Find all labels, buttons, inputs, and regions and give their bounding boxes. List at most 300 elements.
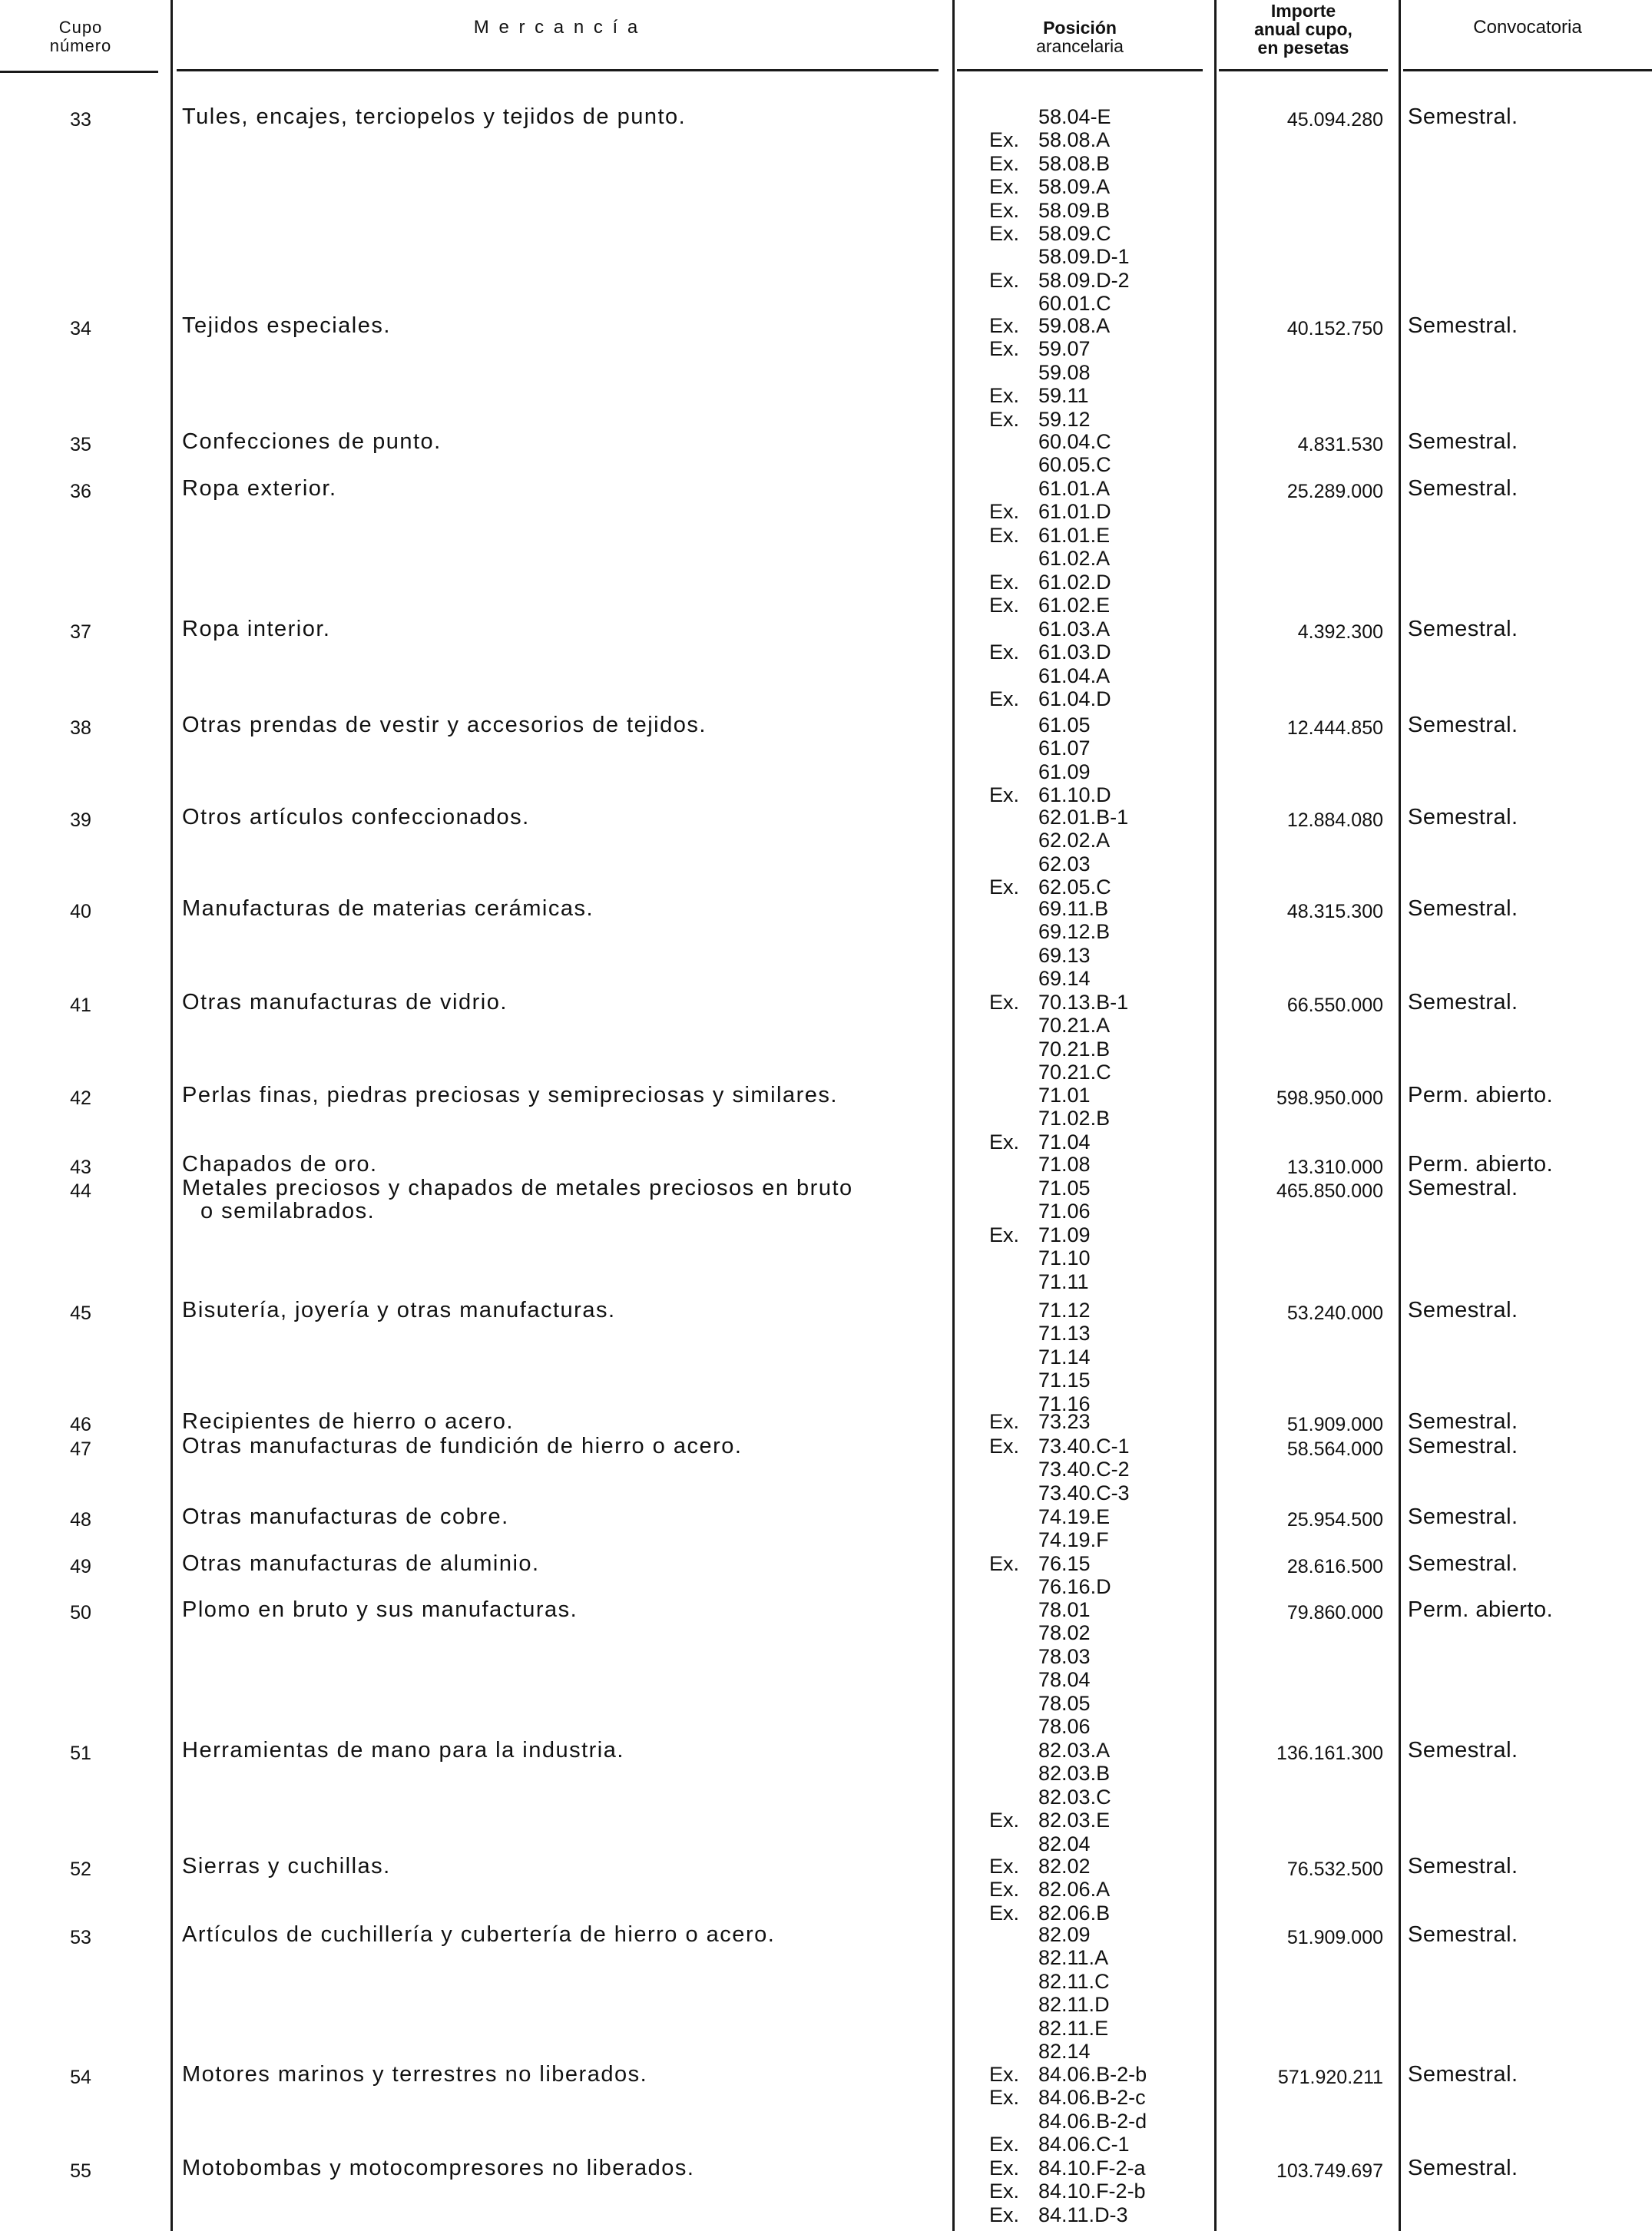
- posicion-entry: [989, 1923, 1091, 1946]
- convocatoria-value: Semestral.: [1408, 2156, 1518, 2180]
- header-importe-line3: en pesetas: [1257, 38, 1349, 58]
- posicion-code: 61.01.D: [1038, 500, 1111, 524]
- posicion-code: 59.07: [1038, 337, 1091, 361]
- convocatoria-value: Semestral.: [1408, 1738, 1518, 1763]
- posicion-code: 74.19.E: [1038, 1505, 1111, 1528]
- importe-value: 13.310.000: [1286, 1157, 1383, 1178]
- posicion-code: 58.09.D-1: [1038, 245, 1130, 269]
- column-rule-1: [170, 0, 173, 2231]
- posicion-code: 69.11.B: [1038, 897, 1109, 920]
- posicion-entry: [989, 1481, 1130, 1504]
- posicion-entry: [989, 337, 1091, 360]
- posicion-code: 70.21.B: [1038, 1037, 1111, 1061]
- convocatoria-value: Semestral.: [1408, 990, 1518, 1015]
- posicion-entry: [989, 1739, 1110, 1762]
- importe-value: 40.152.750: [1286, 318, 1383, 339]
- posicion-entry: [989, 2017, 1108, 2040]
- convocatoria-value: Semestral.: [1408, 1504, 1518, 1529]
- header-cupo: [8, 18, 154, 55]
- posicion-prefix: Ex.: [989, 1809, 1020, 1832]
- importe-value: 79.860.000: [1286, 1602, 1383, 1624]
- posicion-entry: [989, 1177, 1091, 1200]
- posicion-entry: [989, 547, 1110, 570]
- posicion-entry: [989, 2063, 1147, 2086]
- posicion-entry: [989, 571, 1111, 594]
- cupo-number: 40: [70, 901, 91, 922]
- posicion-entry: [989, 2086, 1146, 2109]
- posicion-entry: [989, 408, 1091, 431]
- posicion-code: 61.01.A: [1038, 477, 1111, 500]
- posicion-code: 70.21.C: [1038, 1061, 1111, 1084]
- cupo-number: 55: [70, 2160, 91, 2182]
- posicion-entry: [989, 1014, 1110, 1037]
- posicion-entry: [989, 1223, 1091, 1246]
- posicion-code: 61.05: [1038, 713, 1091, 736]
- mercancia-text: Chapados de oro.: [182, 1152, 378, 1177]
- header-rule-mercancia: [177, 69, 939, 71]
- posicion-code: 82.11.D: [1038, 1993, 1110, 2017]
- header-mercancia: M e r c a n c í a: [473, 17, 641, 38]
- posicion-entry: [989, 500, 1111, 523]
- posicion-code: 82.03.B: [1038, 1762, 1111, 1786]
- column-rule-4: [1399, 0, 1401, 2231]
- posicion-entry: [989, 1200, 1091, 1223]
- posicion-entry: [989, 829, 1110, 852]
- posicion-code: 60.01.C: [1038, 292, 1111, 316]
- posicion-prefix: Ex.: [989, 991, 1020, 1014]
- posicion-prefix: Ex.: [989, 641, 1020, 664]
- posicion-entry: [989, 453, 1111, 476]
- posicion-prefix: Ex.: [989, 2133, 1020, 2157]
- importe-value: 53.240.000: [1286, 1303, 1383, 1324]
- posicion-entry: [989, 1902, 1110, 1925]
- importe-value: 28.616.500: [1286, 1556, 1383, 1577]
- header-posicion: [957, 18, 1203, 55]
- mercancia-text: Sierras y cuchillas.: [182, 1854, 391, 1878]
- cupo-number: 53: [70, 1927, 91, 1948]
- convocatoria-value: Perm. abierto.: [1408, 1083, 1554, 1107]
- importe-value: 12.444.850: [1286, 717, 1383, 739]
- posicion-entry: [989, 783, 1111, 806]
- posicion-entry: [989, 736, 1091, 760]
- cupo-number: 38: [70, 717, 91, 739]
- posicion-code: 69.14: [1038, 967, 1091, 991]
- mercancia-text: Recipientes de hierro o acero.: [182, 1409, 514, 1434]
- posicion-prefix: Ex.: [989, 1435, 1020, 1458]
- importe-value: 25.954.500: [1286, 1509, 1383, 1531]
- importe-value: 4.831.530: [1297, 434, 1383, 455]
- posicion-prefix: Ex.: [989, 523, 1020, 547]
- cupo-number: 33: [70, 109, 91, 131]
- cupo-number: 34: [70, 318, 91, 339]
- posicion-entry: [989, 2040, 1091, 2063]
- mercancia-text: Ropa interior.: [182, 617, 331, 641]
- importe-value: 465.850.000: [1276, 1180, 1383, 1202]
- mercancia-text: Perlas finas, piedras preciosas y semipreciosas y similares.: [182, 1083, 838, 1107]
- posicion-prefix: Ex.: [989, 570, 1020, 594]
- posicion-entry: [989, 1299, 1091, 1322]
- cupo-number: 52: [70, 1859, 91, 1880]
- posicion-code: 60.04.C: [1038, 430, 1111, 453]
- posicion-entry: [989, 664, 1110, 687]
- posicion-entry: [989, 1993, 1110, 2016]
- importe-value: 598.950.000: [1276, 1087, 1383, 1109]
- posicion-entry: [989, 222, 1111, 245]
- posicion-prefix: Ex.: [989, 1223, 1020, 1246]
- posicion-entry: [989, 477, 1110, 500]
- posicion-code: 60.05.C: [1038, 453, 1111, 477]
- cupo-number: 50: [70, 1602, 91, 1624]
- posicion-entry: [989, 1715, 1091, 1738]
- posicion-code: 76.16.D: [1038, 1575, 1111, 1599]
- posicion-entry: [989, 2157, 1146, 2180]
- posicion-entry: [989, 1970, 1110, 1993]
- posicion-code: 84.06.C-1: [1038, 2133, 1130, 2157]
- posicion-prefix: Ex.: [989, 151, 1020, 175]
- posicion-entry: [989, 1061, 1111, 1084]
- header-importe: [1219, 2, 1388, 57]
- posicion-prefix: Ex.: [989, 2063, 1020, 2086]
- header-posicion-line2: arancelaria: [1036, 36, 1124, 56]
- posicion-entry: [989, 1246, 1091, 1269]
- mercancia-text: Otras manufacturas de aluminio.: [182, 1551, 540, 1576]
- header-importe-line1: Importe: [1270, 1, 1336, 21]
- posicion-code: 82.03.E: [1038, 1809, 1111, 1832]
- posicion-prefix: Ex.: [989, 876, 1020, 899]
- header-rule-cupo: [0, 71, 158, 73]
- posicion-code: 71.11: [1038, 1269, 1089, 1293]
- header-rule-convocatoria: [1403, 69, 1652, 71]
- convocatoria-value: Semestral.: [1408, 896, 1518, 921]
- convocatoria-value: Semestral.: [1408, 1298, 1518, 1322]
- mercancia-text: Herramientas de mano para la industria.: [182, 1738, 624, 1763]
- mercancia-text: Plomo en bruto y sus manufacturas.: [182, 1597, 578, 1622]
- cupo-number: 42: [70, 1087, 91, 1109]
- posicion-code: 59.08: [1038, 360, 1091, 384]
- importe-value: 51.909.000: [1286, 1414, 1383, 1435]
- posicion-code: 78.05: [1038, 1691, 1091, 1715]
- column-rule-3: [1214, 0, 1217, 2231]
- posicion-entry: [989, 944, 1091, 967]
- mercancia-text: Tules, encajes, terciopelos y tejidos de punto.: [182, 104, 687, 129]
- posicion-code: 61.02.E: [1038, 594, 1111, 617]
- posicion-entry: [989, 245, 1130, 268]
- mercancia-text: Otros artículos confeccionados.: [182, 805, 530, 829]
- posicion-entry: [989, 1575, 1111, 1598]
- cupo-number: 48: [70, 1509, 91, 1531]
- posicion-entry: [989, 852, 1091, 876]
- posicion-entry: [989, 1645, 1091, 1668]
- posicion-code: 76.15: [1038, 1552, 1091, 1575]
- posicion-prefix: Ex.: [989, 1410, 1020, 1433]
- posicion-entry: [989, 713, 1091, 736]
- posicion-entry: [989, 617, 1110, 641]
- posicion-entry: [989, 1346, 1091, 1369]
- posicion-code: 59.11: [1038, 384, 1089, 408]
- posicion-code: 62.02.A: [1038, 829, 1111, 852]
- posicion-prefix: Ex.: [989, 2157, 1020, 2180]
- convocatoria-value: Semestral.: [1408, 429, 1518, 454]
- posicion-entry: [989, 920, 1110, 943]
- posicion-code: 84.11.D-3: [1038, 2203, 1128, 2226]
- cupo-number: 45: [70, 1303, 91, 1324]
- posicion-code: 71.05: [1038, 1177, 1091, 1200]
- posicion-code: 73.40.C-1: [1038, 1435, 1130, 1458]
- posicion-code: 82.11.A: [1038, 1946, 1109, 1970]
- posicion-code: 62.03: [1038, 852, 1091, 876]
- posicion-entry: [989, 269, 1130, 292]
- convocatoria-value: Semestral.: [1408, 104, 1518, 129]
- cupo-number: 43: [70, 1157, 91, 1178]
- posicion-prefix: Ex.: [989, 268, 1020, 292]
- posicion-entry: [989, 760, 1091, 783]
- mercancia-text: Manufacturas de materias cerámicas.: [182, 896, 594, 921]
- posicion-code: 61.02.D: [1038, 570, 1111, 594]
- posicion-code: 82.02: [1038, 1855, 1091, 1878]
- importe-value: 58.564.000: [1286, 1438, 1383, 1460]
- posicion-entry: [989, 1322, 1091, 1345]
- posicion-entry: [989, 2203, 1128, 2226]
- posicion-code: 62.01.B-1: [1038, 806, 1129, 829]
- posicion-entry: [989, 1107, 1110, 1130]
- posicion-entry: [989, 361, 1091, 384]
- posicion-prefix: Ex.: [989, 407, 1020, 431]
- posicion-prefix: Ex.: [989, 1552, 1020, 1575]
- posicion-code: 82.09: [1038, 1923, 1091, 1946]
- cupo-number: 46: [70, 1414, 91, 1435]
- posicion-entry: [989, 991, 1128, 1014]
- posicion-code: 82.04: [1038, 1832, 1091, 1855]
- posicion-entry: [989, 641, 1111, 664]
- convocatoria-value: Semestral.: [1408, 1922, 1518, 1947]
- cupo-number: 47: [70, 1438, 91, 1460]
- cupo-number: 39: [70, 809, 91, 831]
- posicion-entry: [989, 2133, 1130, 2156]
- header-rule-importe: [1219, 69, 1388, 71]
- posicion-code: 61.03.D: [1038, 641, 1111, 664]
- posicion-entry: [989, 1084, 1091, 1107]
- posicion-prefix: Ex.: [989, 2203, 1020, 2226]
- posicion-prefix: Ex.: [989, 2180, 1020, 2203]
- posicion-prefix: Ex.: [989, 337, 1020, 361]
- posicion-prefix: Ex.: [989, 594, 1020, 617]
- posicion-code: 71.16: [1038, 1392, 1091, 1415]
- posicion-code: 73.40.C-3: [1038, 1481, 1130, 1504]
- importe-value: 571.920.211: [1277, 2067, 1383, 2088]
- mercancia-text: Otras manufacturas de cobre.: [182, 1504, 509, 1529]
- posicion-prefix: Ex.: [989, 1901, 1020, 1925]
- posicion-entry: [989, 594, 1110, 617]
- posicion-code: 62.05.C: [1038, 876, 1111, 899]
- posicion-code: 78.02: [1038, 1621, 1091, 1645]
- posicion-entry: [989, 687, 1111, 710]
- posicion-entry: [989, 967, 1091, 990]
- posicion-entry: [989, 292, 1111, 315]
- posicion-code: 71.12: [1038, 1299, 1091, 1322]
- posicion-code: 61.04.A: [1038, 664, 1111, 687]
- posicion-code: 58.04-E: [1038, 105, 1111, 128]
- posicion-entry: [989, 1552, 1091, 1575]
- mercancia-text: Metales preciosos y chapados de metales preciosos en bruto: [182, 1176, 853, 1200]
- mercancia-text: Motores marinos y terrestres no liberados.: [182, 2062, 648, 2087]
- posicion-code: 58.09.D-2: [1038, 268, 1130, 292]
- mercancia-text: Bisutería, joyería y otras manufacturas.: [182, 1298, 616, 1322]
- posicion-code: 71.13: [1038, 1322, 1091, 1346]
- header-posicion-line1: Posición: [1043, 18, 1117, 38]
- cupo-number: 35: [70, 434, 91, 455]
- posicion-code: 78.01: [1038, 1598, 1091, 1621]
- posicion-entry: [989, 1505, 1110, 1528]
- posicion-code: 71.08: [1038, 1153, 1091, 1176]
- mercancia-text: o semilabrados.: [200, 1199, 376, 1224]
- posicion-code: 82.03.A: [1038, 1739, 1111, 1762]
- posicion-entry: [989, 1946, 1108, 1969]
- posicion-entry: [989, 1153, 1091, 1176]
- header-rule-posicion: [957, 69, 1203, 71]
- posicion-prefix: Ex.: [989, 783, 1020, 807]
- posicion-code: 71.14: [1038, 1345, 1091, 1369]
- posicion-entry: [989, 806, 1128, 829]
- convocatoria-value: Semestral.: [1408, 1434, 1518, 1458]
- cupo-number: 41: [70, 995, 91, 1016]
- header-importe-line2: anual cupo,: [1254, 19, 1352, 39]
- convocatoria-value: Semestral.: [1408, 1551, 1518, 1576]
- convocatoria-value: Perm. abierto.: [1408, 1152, 1554, 1177]
- posicion-code: 78.04: [1038, 1668, 1091, 1692]
- posicion-entry: [989, 128, 1110, 151]
- posicion-entry: [989, 1130, 1091, 1154]
- cupo-number: 44: [70, 1180, 91, 1202]
- importe-value: 25.289.000: [1286, 481, 1383, 502]
- convocatoria-value: Semestral.: [1408, 476, 1518, 501]
- posicion-code: 59.08.A: [1038, 314, 1111, 337]
- posicion-entry: [989, 2110, 1147, 2133]
- convocatoria-value: Semestral.: [1408, 313, 1518, 338]
- posicion-entry: [989, 1369, 1091, 1392]
- posicion-code: 84.10.F-2-a: [1038, 2157, 1146, 2180]
- cupo-number: 49: [70, 1556, 91, 1577]
- posicion-code: 78.03: [1038, 1644, 1091, 1668]
- posicion-entry: [989, 1598, 1091, 1621]
- importe-value: 45.094.280: [1286, 109, 1383, 131]
- importe-value: 136.161.300: [1276, 1743, 1383, 1764]
- convocatoria-value: Semestral.: [1408, 1409, 1518, 1434]
- posicion-code: 71.15: [1038, 1369, 1091, 1392]
- posicion-code: 84.06.B-2-c: [1038, 2086, 1146, 2110]
- posicion-code: 61.02.A: [1038, 547, 1111, 571]
- importe-value: 66.550.000: [1286, 995, 1383, 1016]
- convocatoria-value: Semestral.: [1408, 617, 1518, 641]
- convocatoria-value: Semestral.: [1408, 1176, 1518, 1200]
- posicion-entry: [989, 199, 1110, 222]
- posicion-code: 61.03.A: [1038, 617, 1111, 641]
- posicion-entry: [989, 1855, 1091, 1878]
- posicion-code: 82.06.A: [1038, 1878, 1111, 1902]
- cupo-number: 54: [70, 2067, 91, 2088]
- posicion-entry: [989, 1762, 1110, 1785]
- posicion-code: 82.06.B: [1038, 1901, 1111, 1925]
- importe-value: 12.884.080: [1286, 809, 1383, 831]
- importe-value: 4.392.300: [1297, 621, 1383, 643]
- posicion-entry: [989, 1435, 1130, 1458]
- mercancia-text: Artículos de cuchillería y cubertería de hierro o acero.: [182, 1922, 776, 1947]
- posicion-entry: [989, 1809, 1110, 1832]
- cupo-number: 51: [70, 1743, 91, 1764]
- cupo-number: 37: [70, 621, 91, 643]
- posicion-entry: [989, 105, 1111, 128]
- posicion-entry: [989, 1410, 1091, 1433]
- posicion-code: 71.04: [1038, 1130, 1091, 1154]
- posicion-code: 71.10: [1038, 1246, 1091, 1270]
- posicion-prefix: Ex.: [989, 314, 1020, 337]
- posicion-prefix: Ex.: [989, 222, 1020, 245]
- posicion-code: 82.03.C: [1038, 1785, 1111, 1809]
- posicion-entry: [989, 1270, 1089, 1293]
- posicion-entry: [989, 1832, 1091, 1855]
- posicion-code: 70.13.B-1: [1038, 991, 1129, 1014]
- posicion-entry: [989, 1878, 1110, 1901]
- posicion-code: 73.40.C-2: [1038, 1458, 1130, 1481]
- posicion-entry: [989, 384, 1089, 407]
- importe-value: 76.532.500: [1286, 1859, 1383, 1880]
- posicion-code: 58.08.B: [1038, 151, 1111, 175]
- posicion-entry: [989, 152, 1110, 175]
- convocatoria-value: Semestral.: [1408, 2062, 1518, 2087]
- posicion-code: 82.14: [1038, 2040, 1091, 2063]
- importe-value: 103.749.697: [1276, 2160, 1383, 2182]
- posicion-prefix: Ex.: [989, 1878, 1020, 1902]
- posicion-entry: [989, 1458, 1130, 1481]
- mercancia-text: Otras manufacturas de fundición de hierro o acero.: [182, 1434, 743, 1458]
- mercancia-text: Ropa exterior.: [182, 476, 337, 501]
- posicion-code: 82.11.E: [1038, 2016, 1109, 2040]
- posicion-code: 71.01: [1038, 1084, 1091, 1107]
- posicion-code: 61.01.E: [1038, 523, 1111, 547]
- posicion-entry: [989, 1528, 1109, 1551]
- posicion-prefix: Ex.: [989, 198, 1020, 222]
- convocatoria-value: Semestral.: [1408, 713, 1518, 737]
- posicion-entry: [989, 897, 1108, 920]
- posicion-code: 58.09.B: [1038, 198, 1111, 222]
- importe-value: 48.315.300: [1286, 901, 1383, 922]
- posicion-entry: [989, 1621, 1091, 1644]
- convocatoria-value: Semestral.: [1408, 805, 1518, 829]
- cupo-number: 36: [70, 481, 91, 502]
- posicion-code: 59.12: [1038, 407, 1091, 431]
- mercancia-text: Otras prendas de vestir y accesorios de tejidos.: [182, 713, 707, 737]
- posicion-entry: [989, 314, 1110, 337]
- posicion-code: 84.06.B-2-d: [1038, 2109, 1147, 2133]
- posicion-code: 71.06: [1038, 1200, 1091, 1223]
- posicion-code: 71.02.B: [1038, 1107, 1111, 1130]
- posicion-code: 61.07: [1038, 736, 1091, 760]
- posicion-code: 61.04.D: [1038, 687, 1111, 711]
- posicion-code: 84.06.B-2-b: [1038, 2063, 1147, 2086]
- header-cupo-line2: número: [49, 36, 112, 55]
- header-convocatoria: Convocatoria: [1473, 17, 1582, 38]
- convocatoria-value: Semestral.: [1408, 1854, 1518, 1878]
- mercancia-text: Motobombas y motocompresores no liberados.: [182, 2156, 695, 2180]
- column-rule-2: [952, 0, 955, 2231]
- posicion-code: 70.21.A: [1038, 1014, 1111, 1038]
- posicion-prefix: Ex.: [989, 687, 1020, 711]
- posicion-code: 74.19.F: [1038, 1528, 1109, 1552]
- posicion-code: 71.09: [1038, 1223, 1091, 1246]
- posicion-code: 58.09.C: [1038, 222, 1111, 245]
- posicion-entry: [989, 1038, 1110, 1061]
- posicion-prefix: Ex.: [989, 2086, 1020, 2110]
- posicion-entry: [989, 1786, 1111, 1809]
